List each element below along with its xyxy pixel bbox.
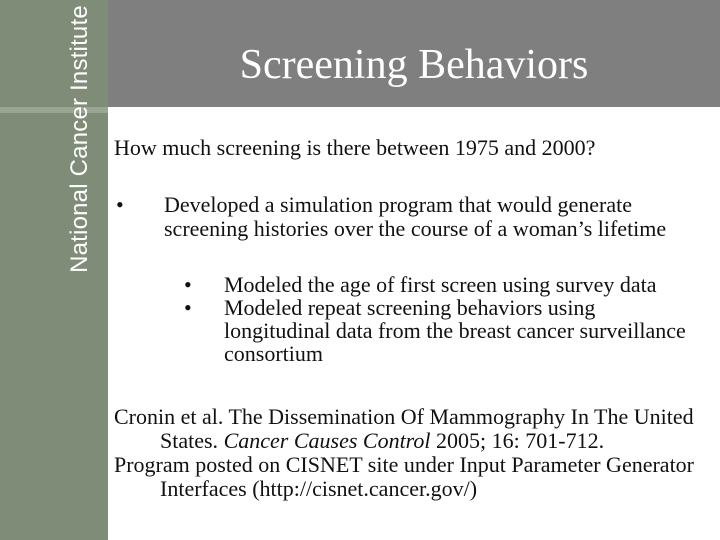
citation-text: Cronin et al. The Dissemination Of Mammography In The United States.	[114, 404, 694, 453]
sidebar	[0, 0, 108, 540]
bullet-icon: •	[116, 192, 124, 217]
sub-bullet-item	[114, 273, 714, 296]
references	[114, 405, 714, 501]
sub-bullet-text: Modeled repeat screening behaviors using longitudinal data from the breast cancer surveillance consortium	[224, 295, 686, 366]
citation-details: 2005; 16: 701-712.	[430, 428, 605, 453]
sub-bullet-list	[114, 273, 714, 365]
question-text: How much screening is there between 1975 and 2000?	[114, 135, 596, 160]
brand-text: National Cancer Institute	[66, 5, 93, 273]
slide-title: Screening Behaviors	[239, 42, 589, 88]
bullet-text: Developed a simulation program that would generate screening histories over the course of a woman’s lifetime	[164, 192, 667, 241]
sub-bullet-item	[114, 296, 714, 365]
journal-name: Cancer Causes Control	[223, 428, 431, 453]
sub-bullet-icon: •	[184, 272, 192, 297]
nci-logo	[60, 5, 100, 273]
sub-bullet-icon: •	[184, 295, 192, 320]
reference-citation	[114, 405, 714, 453]
reference-program: Program posted on CISNET site under Input Parameter Generator Interfaces (http://cisnet.cancer.gov/)	[114, 452, 695, 501]
sub-bullet-text: Modeled the age of first screen using survey data	[224, 272, 657, 297]
slide-body	[114, 135, 714, 501]
